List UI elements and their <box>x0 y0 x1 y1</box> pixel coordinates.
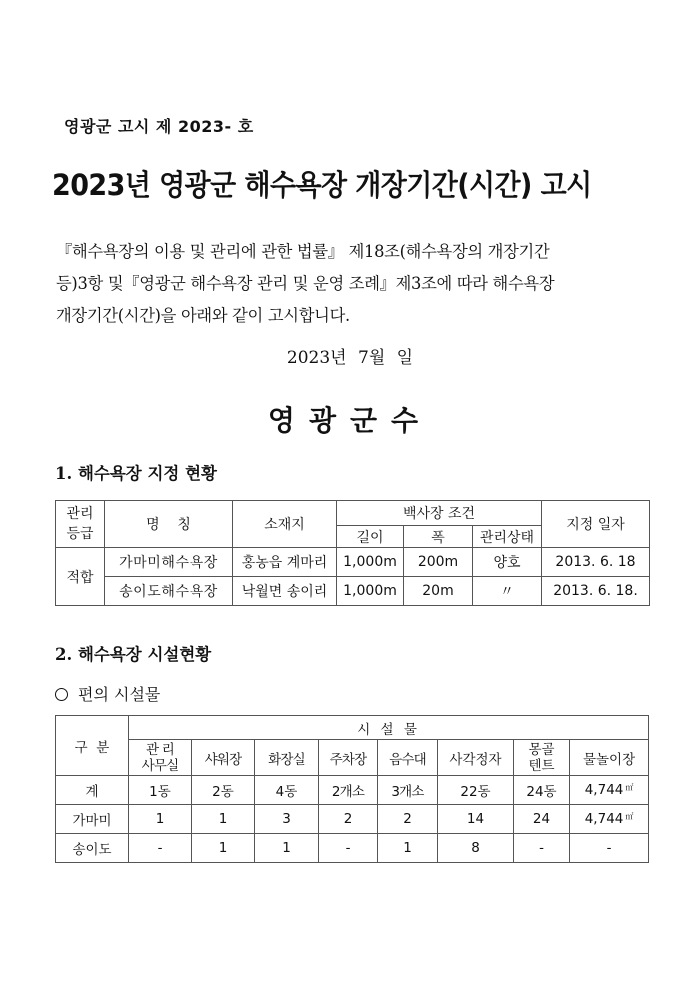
cell: 1 <box>129 805 192 834</box>
table-row <box>56 548 650 577</box>
header-water-play: 물놀이장 <box>570 740 649 776</box>
document-title: 2023년 영광군 해수욕장 개장기간(시간) 고시 <box>52 168 592 202</box>
area-unit: ㎡ <box>625 812 634 821</box>
cell: 2 <box>319 805 378 834</box>
section2-heading: 2. 해수욕장 시설현황 <box>55 645 212 664</box>
header-office <box>129 740 192 776</box>
cell-width: 200m <box>404 548 473 577</box>
area-unit: ㎡ <box>625 783 634 792</box>
table-row <box>56 577 650 606</box>
header-category: 구 분 <box>56 716 129 776</box>
header-length: 길이 <box>337 526 404 548</box>
cell: - <box>319 834 378 863</box>
signer-name: 영광군수 <box>267 404 433 437</box>
header-beach-conditions: 백사장 조건 <box>337 501 542 526</box>
header-designation-date: 지정 일자 <box>542 501 650 548</box>
table-row <box>56 834 649 863</box>
cell-grade: 적합 <box>56 548 105 606</box>
beach-designation-table <box>55 500 650 606</box>
header-restroom: 화장실 <box>255 740 319 776</box>
cell: 2개소 <box>319 776 378 805</box>
cell: 3 <box>255 805 319 834</box>
header-line: 사무실 <box>141 757 179 774</box>
cell: 1동 <box>129 776 192 805</box>
table-row <box>56 805 649 834</box>
row-label: 송이도 <box>56 834 129 863</box>
facilities-subheading <box>55 682 160 705</box>
paragraph-line: 개장기간(시간)을 아래와 같이 고시합니다. <box>56 306 350 325</box>
cell-name: 가마미해수욕장 <box>105 548 233 577</box>
cell: 1 <box>378 834 438 863</box>
cell: 22동 <box>438 776 514 805</box>
cell: 4동 <box>255 776 319 805</box>
cell-area <box>570 805 649 834</box>
subheading-text: 편의 시설물 <box>78 685 161 704</box>
header-line: 몽골 <box>528 741 555 758</box>
facilities-table <box>55 715 649 863</box>
row-label: 계 <box>56 776 129 805</box>
cell-location: 홍농읍 계마리 <box>233 548 337 577</box>
cell-date: 2013. 6. 18. <box>542 577 650 606</box>
cell: 24동 <box>514 776 570 805</box>
header-location: 소재지 <box>233 501 337 548</box>
header-grade-line1: 관리 <box>66 506 94 522</box>
cell-status: 〃 <box>473 577 542 606</box>
header-line: 텐트 <box>528 757 555 774</box>
circle-bullet-icon <box>55 688 68 701</box>
notice-date: 2023년 7월 일 <box>286 348 414 368</box>
header-shower: 샤워장 <box>192 740 255 776</box>
cell: 14 <box>438 805 514 834</box>
cell-date: 2013. 6. 18 <box>542 548 650 577</box>
header-grade <box>56 501 105 548</box>
cell-length: 1,000m <box>337 548 404 577</box>
cell-status: 양호 <box>473 548 542 577</box>
cell-area <box>570 776 649 805</box>
paragraph-line: 등)3항 및『영광군 해수욕장 관리 및 운영 조례』제3조에 따라 해수욕장 <box>56 274 555 293</box>
cell: 2동 <box>192 776 255 805</box>
area-value: 4,744 <box>584 782 624 798</box>
cell-location: 낙월면 송이리 <box>233 577 337 606</box>
cell: 1 <box>255 834 319 863</box>
cell-name: 송이도해수욕장 <box>105 577 233 606</box>
paragraph-line: 『해수욕장의 이용 및 관리에 관한 법률』 제18조(해수욕장의 개장기간 <box>56 242 550 261</box>
cell: - <box>129 834 192 863</box>
cell: 2 <box>378 805 438 834</box>
header-water-fountain: 음수대 <box>378 740 438 776</box>
cell-length: 1,000m <box>337 577 404 606</box>
header-name: 명 칭 <box>105 501 233 548</box>
header-management-status: 관리상태 <box>473 526 542 548</box>
header-facilities: 시 설 물 <box>129 716 649 740</box>
cell: 8 <box>438 834 514 863</box>
notice-number: 영광군 고시 제 2023- 호 <box>64 117 254 136</box>
cell: 24 <box>514 805 570 834</box>
header-grade-line2: 등급 <box>66 526 94 542</box>
cell-width: 20m <box>404 577 473 606</box>
cell: 3개소 <box>378 776 438 805</box>
header-parking: 주차장 <box>319 740 378 776</box>
notice-paragraph <box>56 236 648 332</box>
cell: - <box>570 834 649 863</box>
header-pavilion: 사각정자 <box>438 740 514 776</box>
section1-heading: 1. 해수욕장 지정 현황 <box>55 464 217 483</box>
cell: 1 <box>192 805 255 834</box>
cell: - <box>514 834 570 863</box>
header-mongol-tent <box>514 740 570 776</box>
area-value: 4,744 <box>584 811 624 827</box>
table-row <box>56 776 649 805</box>
cell: 1 <box>192 834 255 863</box>
row-label: 가마미 <box>56 805 129 834</box>
header-width: 폭 <box>404 526 473 548</box>
header-line: 관 리 <box>146 741 174 758</box>
